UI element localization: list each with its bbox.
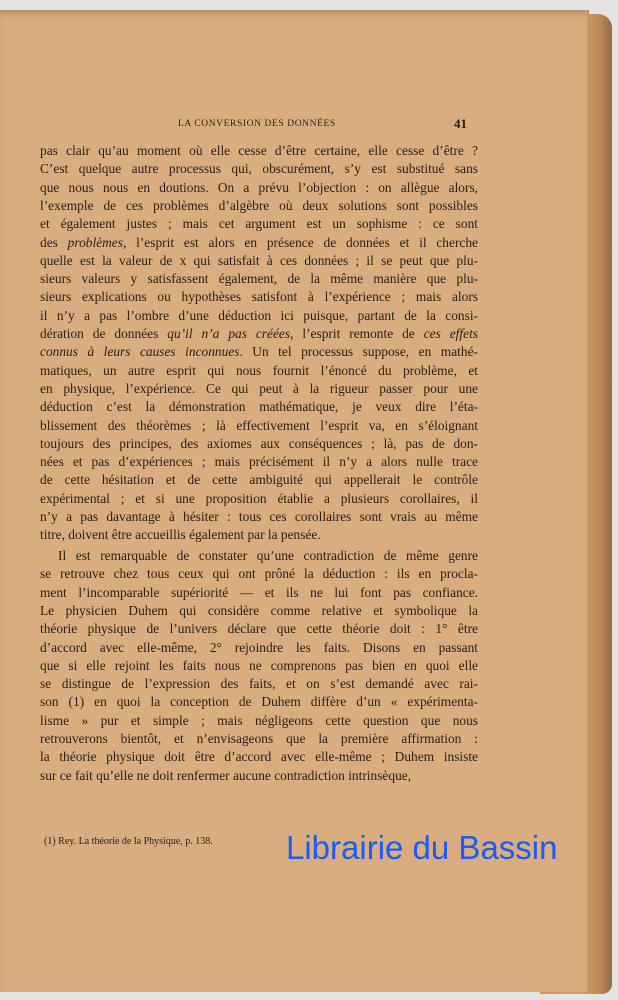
text-line — [40, 235, 478, 251]
text-line — [40, 566, 478, 582]
text-span: se distingue de l’expression des faits, et on s’est demandé avec rai- — [40, 676, 478, 692]
text-line — [40, 344, 478, 360]
text-line — [40, 436, 478, 452]
text-line — [40, 694, 478, 710]
text-line — [40, 713, 478, 729]
text-span: sieurs explications ou hypothèses satisfont à l’expérience ; mais alors — [40, 289, 478, 305]
text-span: la théorie physique doit être d’accord avec elle-même ; Duhem insiste — [40, 749, 478, 765]
text-line — [40, 399, 478, 415]
text-span: nées et pas d’expériences ; mais précisément il n’y a alors nulle trace — [40, 454, 478, 470]
text-span: matiques, un autre esprit qui nous fournit l’énoncé du problème, et — [40, 362, 478, 378]
text-line — [40, 658, 478, 674]
text-span: expérimental ; et si une proposition établie a plusieurs corollaires, il — [40, 490, 478, 506]
text-line — [40, 381, 478, 397]
italic-text: qu’il n’a pas créées — [167, 326, 291, 341]
text-line — [40, 161, 478, 177]
text-line — [40, 621, 478, 637]
text-line — [58, 548, 478, 564]
text-span: se retrouve chez tous ceux qui ont prôné la déduction : ils en procla- — [40, 566, 478, 582]
page-number: 41 — [454, 116, 467, 131]
text-span: quelle est la valeur de x qui satisfait à ces données ; il se peut que plu- — [40, 252, 478, 268]
text-span: l’exemple de ces problèmes d’algèbre où deux solutions sont possibles — [40, 197, 478, 213]
text-line — [40, 253, 478, 269]
text-line — [40, 676, 478, 692]
text-line — [40, 454, 478, 470]
text-line — [40, 198, 478, 214]
text-line — [40, 640, 478, 656]
text-line — [40, 216, 478, 232]
text-line — [40, 731, 478, 747]
text-span: Il est remarquable de constater qu’une contradiction de même genre — [58, 548, 478, 563]
text-line — [40, 180, 478, 196]
text-span: n’y a pas davantage à hésiter : tous ces corollaires sont vrais au même — [40, 509, 478, 524]
watermark: Librairie du Bassin — [286, 829, 558, 866]
text-line — [40, 289, 478, 305]
text-span: toujours des principes, des axiomes aux conséquences ; là, pas de don- — [40, 435, 478, 451]
text-line — [40, 271, 478, 287]
text-line — [40, 143, 478, 159]
text-span: que si elle rejoint les faits nous ne comprenons pas bien en quoi elle — [40, 657, 478, 673]
text-line — [40, 603, 478, 619]
text-span: déduction c’est la démonstration mathématique, je veux dire l’éta- — [40, 399, 478, 415]
text-line — [40, 326, 478, 342]
footnote: (1) Rey. La théorie de la Physique, p. 138. — [44, 836, 213, 847]
text-span: que nous nous en doutions. On a prévu l’objection : on allègue alors, — [40, 179, 478, 195]
text-line — [40, 509, 478, 525]
text-span: , l’esprit est alors en présence de données et il cherche — [122, 234, 478, 250]
text-span: son (1) en quoi la conception de Duhem diffère d’un « expérimenta- — [40, 694, 478, 710]
text-span: lisme » pur et simple ; mais négligeons cette question que nous — [40, 712, 478, 728]
italic-text: problèmes — [67, 234, 123, 250]
text-span: titre, doivent être accueillis également par la pensée. — [40, 527, 321, 543]
text-span: ment l’incomparable supériorité — et ils ne lui font pas confiance. — [40, 584, 478, 600]
text-span: en physique, l’expérience. Ce qui peut à la rigueur passer pour une — [40, 380, 478, 396]
text-line — [40, 363, 478, 379]
text-span: de cette hésitation et de cette ambiguité qui appellerait le contrôle — [40, 472, 478, 488]
text-span: sieurs valeurs y satisfassent également, de la même manière que plu- — [40, 271, 478, 287]
text-span: sur ce fait qu’elle ne doit renfermer aucune contradiction intrinsèque, — [40, 767, 412, 783]
running-title: LA CONVERSION DES DONNÉES — [178, 119, 336, 129]
text-span: des — [40, 234, 68, 250]
text-line — [40, 585, 478, 601]
text-line — [40, 491, 478, 507]
text-span: , l’esprit remonte de — [290, 326, 424, 341]
text-line — [40, 768, 478, 784]
italic-text: connus à leurs causes inconnues — [40, 344, 240, 360]
text-span: C’est quelque autre processus qui, obscurément, s’y est substitué sans — [40, 161, 478, 177]
text-span: il n’y a pas l’ombre d’une déduction ici puisque, partant de la consi- — [40, 307, 478, 323]
text-span: blissement des théorèmes ; là effectivement l’esprit va, en s’éloignant — [40, 417, 478, 433]
text-span: . Un tel processus suppose, en mathé- — [239, 344, 478, 360]
text-span: théorie physique de l’univers déclare que cette théorie doit : 1° être — [40, 621, 478, 637]
text-span: dération de données — [40, 326, 168, 341]
text-span: et également justes ; mais cet argument est un sophisme : ce sont — [40, 216, 478, 232]
text-line — [40, 308, 478, 324]
text-line — [40, 749, 478, 765]
text-span: retrouverons bientôt, et n’envisageons que la première affirmation : — [40, 731, 478, 746]
text-line — [40, 418, 478, 434]
text-span: d’accord avec elle-même, 2° rejoindre les faits. Disons en passant — [40, 639, 478, 655]
text-span: Le physicien Duhem qui considère comme relative et symbolique la — [40, 602, 478, 618]
italic-text: ces effets — [423, 326, 478, 341]
text-span: pas clair qu’au moment où elle cesse d’être certaine, elle cesse d’être ? — [40, 143, 478, 158]
text-line — [40, 527, 478, 543]
text-line — [40, 472, 478, 488]
